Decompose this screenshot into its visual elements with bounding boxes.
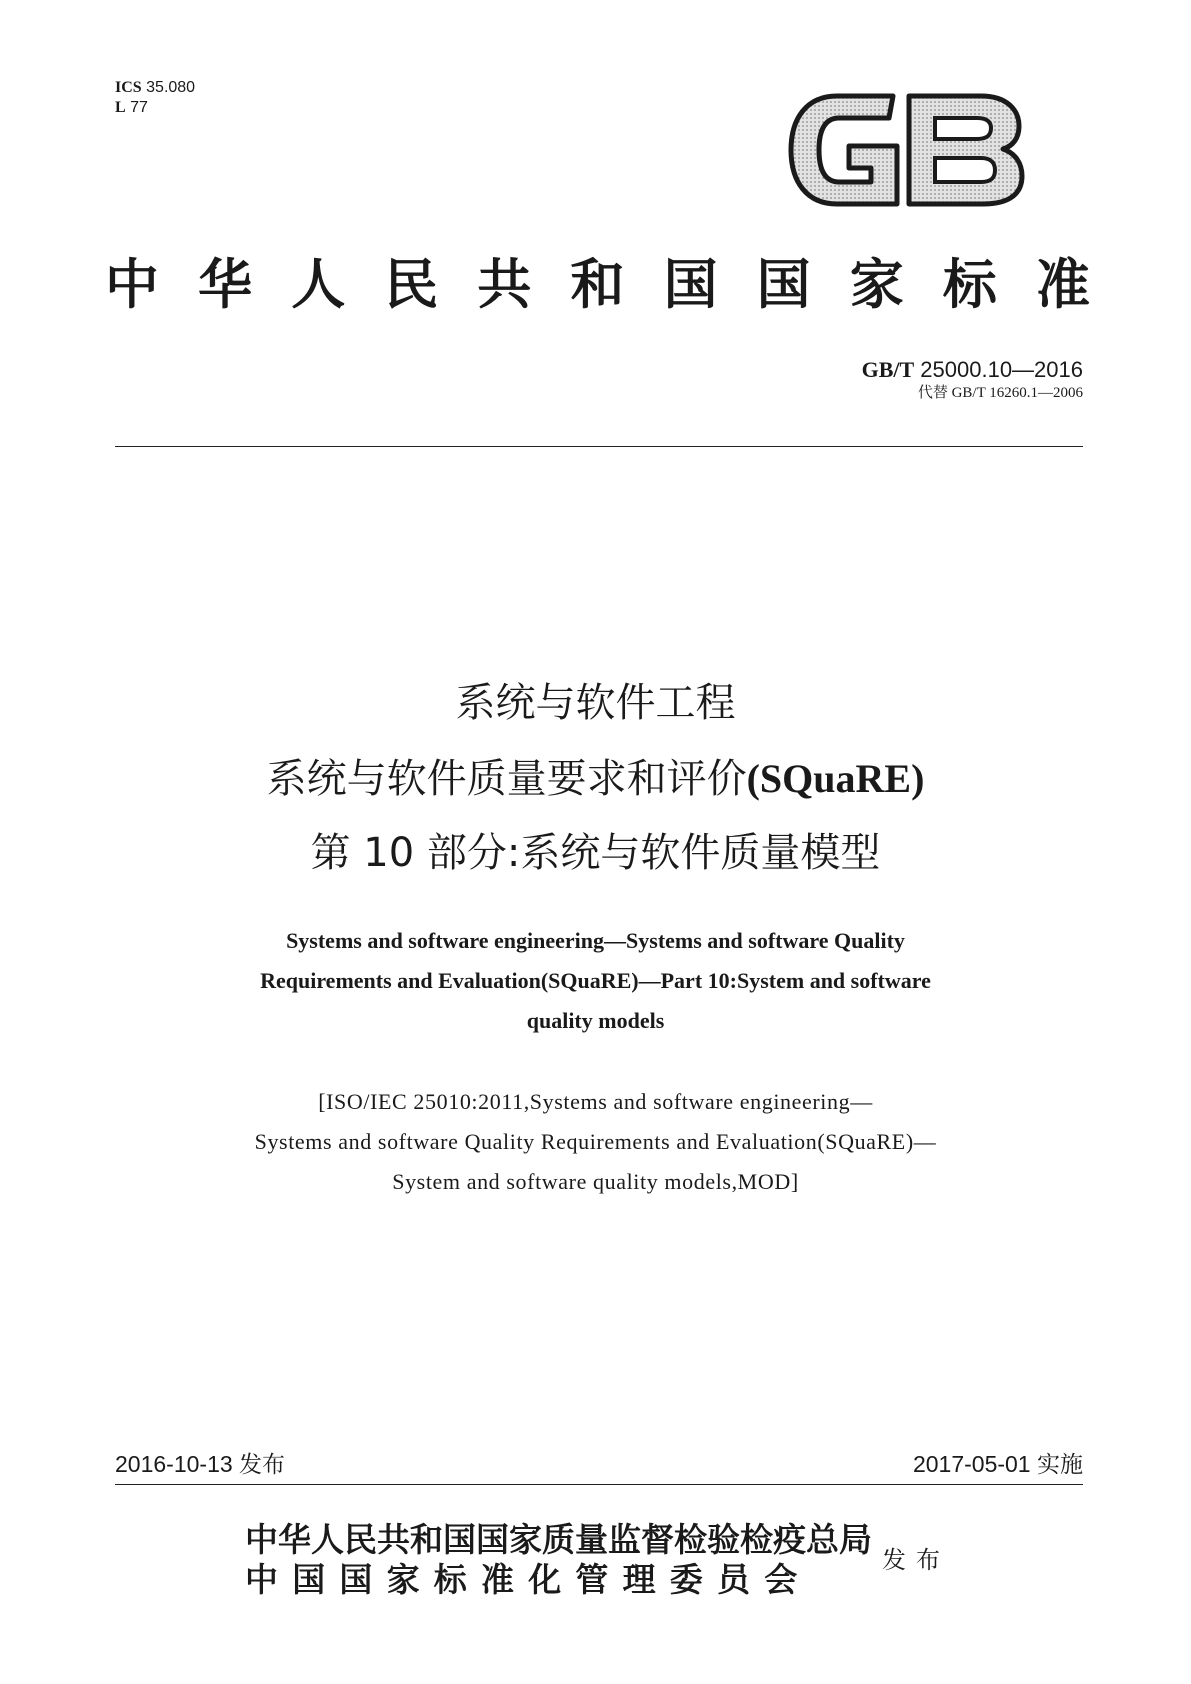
ics-label: ICS bbox=[115, 79, 142, 96]
ccs-value: 77 bbox=[130, 99, 148, 116]
national-title-char: 共 bbox=[477, 253, 532, 316]
implementation-date: 2017-05-01 实施 bbox=[912, 1451, 1083, 1477]
national-title-char: 国 bbox=[663, 253, 718, 316]
bottom-divider bbox=[115, 1484, 1083, 1485]
iso-ref-line3: System and software quality models,MOD] bbox=[392, 1169, 799, 1194]
standard-number bbox=[862, 357, 1083, 383]
iso-ref-line2: Systems and software Quality Requirements and Evaluation(SQuaRE)— bbox=[254, 1129, 937, 1154]
en-title-line1: Systems and software engineering—Systems and software Quality bbox=[286, 928, 905, 953]
national-title-char: 国 bbox=[756, 253, 811, 316]
classification-codes bbox=[115, 78, 195, 118]
english-title bbox=[0, 921, 1191, 1041]
national-title-char: 准 bbox=[1035, 253, 1090, 316]
iso-ref-line1: [ISO/IEC 25010:2011,Systems and software engineering— bbox=[318, 1089, 873, 1114]
issuing-bodies bbox=[245, 1520, 872, 1600]
publish-label: 发布 bbox=[882, 1546, 950, 1574]
cn-title-line2 bbox=[0, 752, 1191, 806]
en-title-line2: Requirements and Evaluation(SQuaRE)—Part 10:System and software bbox=[260, 968, 931, 993]
cn-title-line1: 系统与软件工程 bbox=[455, 680, 736, 726]
issuer-line1: 中华人民共和国国家质量监督检验检疫总局 bbox=[245, 1520, 872, 1559]
ccs-code bbox=[115, 98, 195, 118]
national-title-char: 人 bbox=[291, 253, 346, 316]
national-title-char: 标 bbox=[942, 253, 997, 316]
standard-code: 25000.10—2016 bbox=[920, 357, 1083, 382]
ccs-label: L bbox=[115, 99, 126, 116]
national-title-char: 民 bbox=[384, 253, 439, 316]
gb-logo-icon bbox=[785, 88, 1027, 212]
issuer-line2: 中国国家标准化管理委员会 bbox=[245, 1560, 812, 1599]
standard-prefix: GB/T bbox=[861, 357, 915, 382]
cn-title-line3: 第 10 部分:系统与软件质量模型 bbox=[310, 830, 881, 876]
en-title-line3: quality models bbox=[526, 1008, 665, 1033]
national-title-char: 中 bbox=[105, 253, 159, 316]
standard-number-block bbox=[862, 357, 1083, 403]
national-title-char: 家 bbox=[849, 253, 904, 316]
ics-code bbox=[115, 78, 195, 98]
national-title-char: 华 bbox=[198, 253, 253, 316]
ics-value: 35.080 bbox=[146, 79, 196, 96]
cn-title-line2-latin: (SQuaRE) bbox=[746, 756, 925, 801]
top-divider bbox=[115, 446, 1083, 447]
replaces-standard: 代替 GB/T 16260.1—2006 bbox=[917, 385, 1083, 401]
national-title-char: 和 bbox=[570, 253, 625, 316]
cn-title-line2-text: 系统与软件质量要求和评价 bbox=[266, 756, 747, 802]
issue-date: 2016-10-13 发布 bbox=[115, 1451, 286, 1477]
national-standard-title bbox=[105, 255, 1090, 315]
iso-reference bbox=[0, 1082, 1191, 1202]
